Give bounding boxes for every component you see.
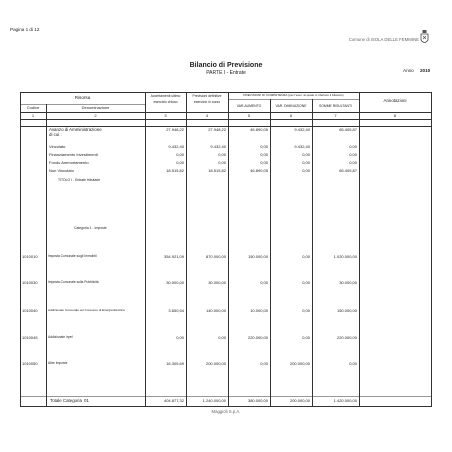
row-code: 1010050: [22, 361, 38, 366]
row-col4: 140.000,00: [205, 308, 226, 313]
row-col4: 0,00: [218, 335, 226, 340]
row-label: Imposta Comunale sulla Pubblicità: [48, 280, 99, 284]
document-subtitle: PARTE I - Entrate: [206, 70, 246, 76]
row-label: Imposta Comunale sugli Immobili: [48, 254, 97, 258]
coat-of-arms-icon: [420, 30, 429, 45]
header-somme-risultanti: SOMME RISULTANTI: [318, 104, 353, 108]
row-col6: 0,00: [302, 308, 310, 313]
row-label: Altre Imposte: [48, 361, 68, 365]
avanzo-item-col7: 65.405,87: [339, 168, 357, 173]
total-col7: 1.420.000,00: [333, 398, 357, 403]
row-code: 1010045: [22, 335, 38, 340]
avanzo-item-col5: 46.890,05: [250, 168, 268, 173]
avanzo-item-col3: 0,00: [176, 152, 184, 157]
row-col3: 354.921,09: [163, 254, 184, 259]
categoria-heading: Categoria 1 - Imposte: [74, 226, 107, 230]
row-col5: 0,00: [260, 361, 268, 366]
header-var-diminuzione: VAR. DIMINUZIONE: [275, 104, 307, 108]
avanzo-item-label: Vincolato: [49, 144, 66, 149]
avanzo-col5: 46.890,05: [250, 127, 268, 132]
avanzo-item-col4: 0,00: [218, 152, 226, 157]
col-number-8: 8: [393, 113, 397, 118]
row-col7: 1.020.000,00: [333, 254, 357, 259]
avanzo-col3: 27.948,22: [166, 127, 184, 132]
avanzo-item-col4: 18.515,82: [208, 168, 226, 173]
avanzo-item-label: Fondo Ammortamento: [49, 160, 89, 165]
header-accertamenti-2: esercizio chiuso: [153, 100, 178, 104]
row-col6: 0,00: [302, 254, 310, 259]
total-col4: 1.240.000,00: [202, 398, 226, 403]
document-title: Bilancio di Previsione: [189, 62, 263, 69]
col-number-6: 6: [289, 113, 293, 118]
avanzo-item-col6: 0,00: [302, 152, 310, 157]
row-col4: 30.000,00: [208, 280, 226, 285]
avanzo-item-col6: 0,00: [302, 168, 310, 173]
header-previsioni-definitive-2: esercizio in corso: [193, 100, 221, 104]
col-number-5: 5: [247, 113, 251, 118]
avanzo-sublabel: di cui :: [49, 132, 62, 137]
comune-name: Comune di ISOLA DELLE FEMMINE: [348, 37, 419, 42]
row-col6: 200.000,00: [289, 361, 310, 366]
row-code: 1010010: [22, 254, 38, 259]
row-col4: 200.000,00: [205, 361, 226, 366]
row-col5: 150.000,00: [247, 254, 268, 259]
avanzo-col7: 65.405,87: [339, 127, 357, 132]
avanzo-item-col3: 9.432,40: [168, 144, 184, 149]
avanzo-col4: 27.948,22: [208, 127, 226, 132]
total-col5: 380.000,00: [247, 398, 268, 403]
col-number-3: 3: [164, 113, 167, 118]
row-col5: 0,00: [260, 280, 268, 285]
row-col7: 220.000,00: [336, 335, 357, 340]
avanzo-item-col3: 18.515,82: [166, 168, 184, 173]
avanzo-item-col5: 0,00: [260, 152, 268, 157]
avanzo-item-col5: 0,00: [260, 144, 268, 149]
titolo-heading: TITOLO I - Entrate tributarie: [58, 178, 101, 182]
avanzo-item-label: Finanziamento Investimenti: [49, 152, 98, 157]
total-label: Totale Categoria: [50, 398, 82, 403]
avanzo-item-col4: 0,00: [218, 160, 226, 165]
row-col5: 220.000,00: [247, 335, 268, 340]
row-col6: 0,00: [302, 335, 310, 340]
header-codice: Codice: [26, 105, 40, 110]
header-previsioni-definitive: Previsioni definitive: [192, 94, 222, 98]
total-col6: 200.000,00: [289, 398, 310, 403]
avanzo-item-col4: 9.432,40: [210, 144, 226, 149]
row-col3: 0,00: [176, 335, 184, 340]
year-value: 2010: [420, 68, 431, 73]
row-col7: 0,00: [349, 361, 357, 366]
row-col5: 10.000,00: [250, 308, 268, 313]
avanzo-col6: 9.432,40: [294, 127, 310, 132]
col-number-1: 1: [31, 113, 35, 118]
footer-publisher: Maggioli S.p.A.: [211, 409, 241, 414]
total-col3: 404.877,32: [163, 398, 184, 403]
row-col3: 3.650,54: [168, 308, 184, 313]
row-code: 1010040: [22, 308, 38, 313]
row-col7: 150.000,00: [336, 308, 357, 313]
row-label: Addizionale Irpef: [48, 335, 73, 339]
avanzo-label: Avanzo di Amministrazione: [49, 127, 102, 132]
row-col4: 870.000,00: [205, 254, 226, 259]
avanzo-item-col7: 0,00: [349, 160, 357, 165]
avanzo-item-col6: 9.432,40: [294, 144, 310, 149]
avanzo-item-col6: 0,00: [302, 160, 310, 165]
row-label: Addizionale Comunale sul Consumo di Energia Elettrica: [48, 308, 125, 312]
avanzo-item-col5: 0,00: [260, 160, 268, 165]
header-annotazioni: Annotazioni: [383, 98, 407, 103]
header-denominazione: Denominazione: [81, 105, 110, 110]
page-number: Pagina 1 di 12: [10, 27, 40, 32]
header-accertamenti: Accertamenti ultimo: [150, 94, 181, 98]
row-col3: 16.305,69: [166, 361, 184, 366]
row-code: 1010030: [22, 280, 38, 285]
total-category-number: 01: [84, 398, 89, 403]
year-label: Anno: [403, 68, 414, 73]
avanzo-item-label: Non Vincolato: [49, 168, 74, 173]
avanzo-item-col7: 0,00: [349, 152, 357, 157]
row-col6: 0,00: [302, 280, 310, 285]
col-number-2: 2: [94, 113, 97, 118]
avanzo-item-col3: 0,00: [176, 160, 184, 165]
avanzo-item-col7: 0,00: [349, 144, 357, 149]
row-col7: 30.000,00: [339, 280, 357, 285]
header-var-aumento: VAR.AUMENTO: [236, 104, 262, 108]
col-number-4: 4: [205, 113, 209, 118]
row-col3: 30.000,00: [166, 280, 184, 285]
header-previsioni-competenza: PREVISIONI DI COMPETENZA (per l'eser. al quale si riferisce il bilancio): [243, 93, 344, 97]
header-risorsa: Risorsa: [74, 95, 91, 100]
col-number-7: 7: [334, 113, 337, 118]
